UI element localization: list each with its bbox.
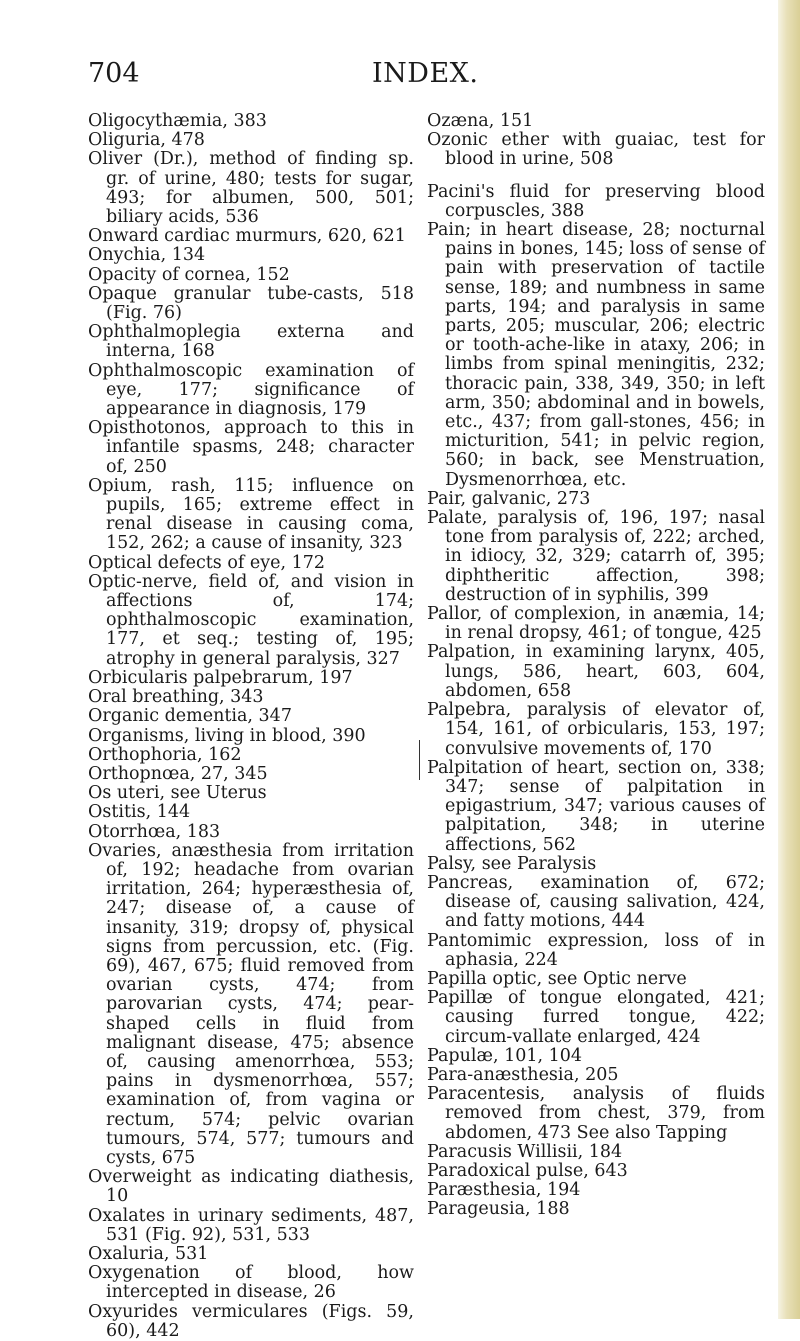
index-entry: Papilla optic, see Optic nerve bbox=[427, 968, 687, 989]
index-column-left bbox=[88, 112, 414, 1341]
index-entry: Pacini's fluid for preserving blood corpuscles, 388 bbox=[427, 181, 765, 221]
index-entry: Palate, paralysis of, 196, 197; nasal tone from paralysis of, 222; arched, in idiocy, 32, 329; catarrh of, 395; diphtheritic affection, 398; destruction of in syphilis, 399 bbox=[427, 508, 765, 605]
index-entry: Oligocythæmia, 383 bbox=[88, 111, 267, 131]
index-entry: Pallor, of complexion, in anæmia, 14; in renal dropsy, 461; of tongue, 425 bbox=[427, 604, 765, 644]
index-entry: Ozonic ether with guaiac, test for blood in urine, 508 bbox=[427, 130, 765, 170]
index-entry: Palpitation of heart, section on, 338; 347; sense of palpitation in epigastrium, 347; various causes of palpitation, 348; in uterine affections, 562 bbox=[427, 757, 765, 855]
page-header bbox=[0, 58, 800, 98]
index-entry: Palsy, see Paralysis bbox=[427, 853, 597, 874]
index-entry: Oral breathing, 343 bbox=[88, 687, 264, 708]
index-entry: Para-anæsthesia, 205 bbox=[427, 1064, 619, 1085]
index-entry: Paradoxical pulse, 643 bbox=[427, 1160, 628, 1181]
index-entry: Organisms, living in blood, 390 bbox=[88, 725, 366, 746]
index-column-right bbox=[427, 112, 765, 1220]
page-title: INDEX. bbox=[372, 58, 479, 89]
index-entry: Oxalates in urinary sediments, 487, 531 (Fig. 92), 531, 533 bbox=[88, 1205, 414, 1245]
index-entry: Optic-nerve, field of, and vision in affections of, 174; ophthalmoscopic examination, 177, et seq.; testing of, 195; atrophy in general paralysis, 327 bbox=[88, 571, 414, 669]
column-divider bbox=[419, 740, 420, 780]
index-entry: Onychia, 134 bbox=[88, 245, 206, 266]
index-entry: Pain; in heart disease, 28; nocturnal pains in bones, 145; loss of sense of pain with preservation of tactile sense, 189; and numbness in same parts, 194; and paralysis in same parts, 205; muscular, 206; electric or tooth-ache-like in ataxy, 206; in limbs from spinal meningitis, 232; thoracic pain, 338, 349, 350; in left arm, 350; abdominal and in bowels, etc., 437; from gall-stones, 456; in micturition, 541; in pelvic region, 560; in back, see Menstruation, Dysmenorrhœa, etc. bbox=[427, 220, 765, 490]
index-entry: Opisthotonos, approach to this in infantile spasms, 248; character of, 250 bbox=[88, 418, 414, 477]
index-entry: Pantomimic expression, loss of in aphasia, 224 bbox=[427, 930, 765, 970]
index-entry: Papulæ, 101, 104 bbox=[427, 1045, 582, 1066]
index-entry: Ozæna, 151 bbox=[427, 111, 534, 131]
index-entry: Paracentesis, analysis of fluids removed from chest, 379, from abdomen, 473 See also Tapping bbox=[427, 1084, 765, 1143]
index-entry: Oliver (Dr.), method of finding sp. gr. of urine, 480; tests for sugar, 493; for albumen, 500, 501; biliary acids, 536 bbox=[88, 149, 414, 228]
index-entry: Orthopnœa, 27, 345 bbox=[88, 763, 268, 784]
index-entry: Os uteri, see Uterus bbox=[88, 783, 267, 804]
index-entry: Oxaluria, 531 bbox=[88, 1243, 209, 1264]
index-entry: Paræsthesia, 194 bbox=[427, 1180, 581, 1201]
index-entry: Palpebra, paralysis of elevator of, 154, 161, of orbicularis, 153, 197; convulsive movements of, 170 bbox=[427, 700, 765, 759]
index-entry: Paracusis Willisii, 184 bbox=[427, 1141, 623, 1162]
index-entry: Ovaries, anæsthesia from irritation of, 192; headache from ovarian irritation, 264; hyperæsthesia of, 247; disease of, a cause of insanity, 319; dropsy of, physical signs from percussion, etc. (Fig. 69), 467, 675; fluid removed from ovarian cysts, 474; from parovarian cysts, 474; pear-shaped cells in fluid from malignant disease, 475; absence of, causing amenorrhœa, 553; pains in dysmenorrhœa, 557; examination of, from vagina or rectum, 574; pelvic ovarian tumours, 574, 577; tumours and cysts, 675 bbox=[88, 840, 414, 1168]
index-entry: Overweight as indicating diathesis, 10 bbox=[88, 1167, 414, 1207]
index-entry: Opaque granular tube-casts, 518 (Fig. 76) bbox=[88, 283, 414, 324]
index-entry: Ostitis, 144 bbox=[88, 802, 191, 823]
index-entry: Palpation, in examining larynx, 405, lungs, 586, heart, 603, 604, abdomen, 658 bbox=[427, 642, 765, 701]
index-entry: Otorrhœa, 183 bbox=[88, 821, 221, 842]
index-entry: Optical defects of eye, 172 bbox=[88, 552, 326, 573]
page-edge-shadow bbox=[778, 0, 800, 1319]
index-entry: Oliguria, 478 bbox=[88, 130, 205, 151]
index-entry: Parageusia, 188 bbox=[427, 1199, 570, 1220]
index-entry: Papillæ of tongue elongated, 421; causing furred tongue, 422; circum-vallate enlarged, 424 bbox=[427, 988, 765, 1047]
index-entry: Ophthalmoplegia externa and interna, 168 bbox=[88, 322, 414, 362]
index-entry: Opacity of cornea, 152 bbox=[88, 264, 290, 285]
index-entry: Ophthalmoscopic examination of eye, 177; significance of appearance in diagnosis, 179 bbox=[88, 360, 414, 420]
index-entry: Oxygenation of blood, how intercepted in disease, 26 bbox=[88, 1263, 414, 1303]
index-entry: Pancreas, examination of, 672; disease of, causing salivation, 424, and fatty motions, 444 bbox=[427, 872, 765, 932]
index-entry: Opium, rash, 115; influence on pupils, 165; extreme effect in renal disease in causing coma, 152, 262; a cause of insanity, 323 bbox=[88, 475, 414, 554]
index-entry: Onward cardiac murmurs, 620, 621 bbox=[88, 226, 406, 247]
index-entry: Pair, galvanic, 273 bbox=[427, 488, 591, 509]
page-number: 704 bbox=[88, 58, 140, 89]
index-entry: Orbicularis palpebrarum, 197 bbox=[88, 667, 353, 688]
index-entry: Organic dementia, 347 bbox=[88, 706, 292, 727]
index-entry: Oxyurides vermiculares (Figs. 59, 60), 442 bbox=[88, 1301, 414, 1341]
index-entry: Orthophoria, 162 bbox=[88, 744, 242, 765]
